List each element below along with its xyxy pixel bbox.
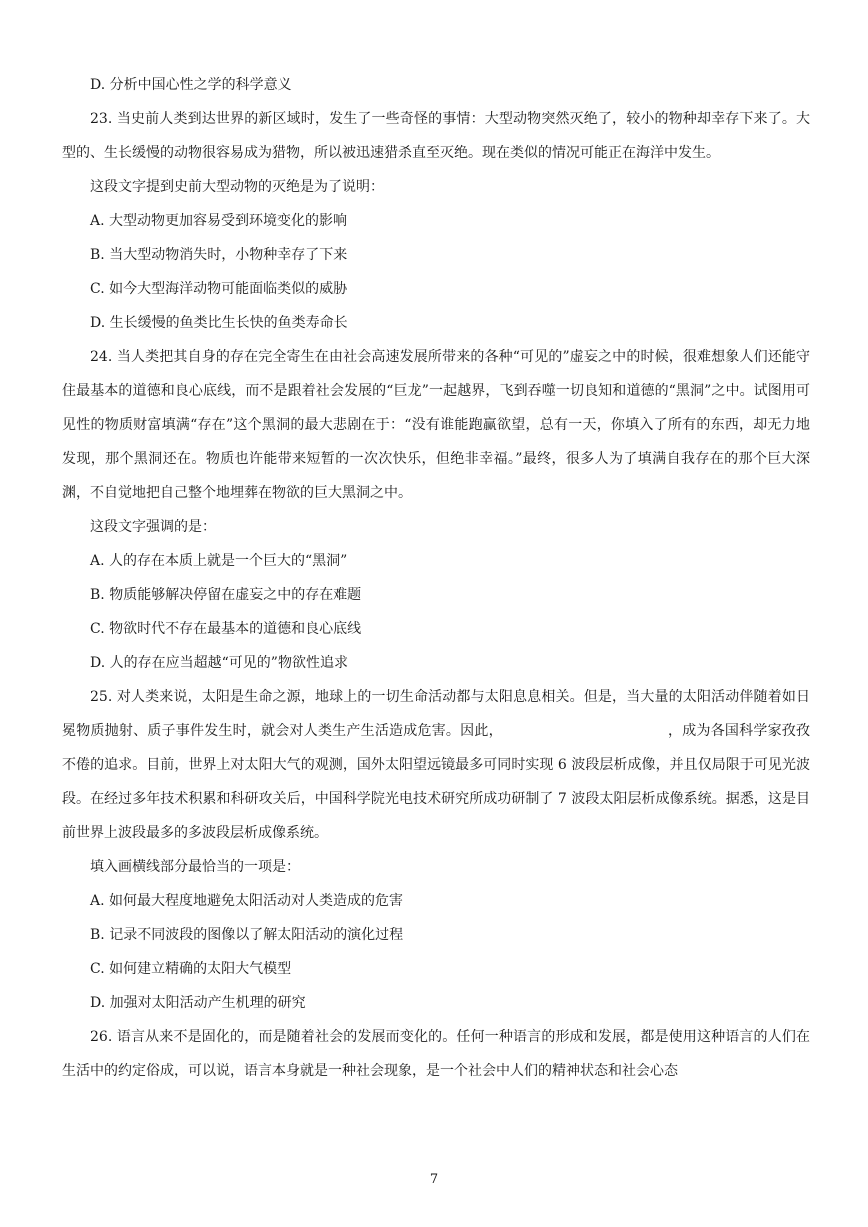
q24-option-b: B. 物质能够解决停留在虚妄之中的存在难题 (90, 587, 362, 603)
q24-question: 这段文字强调的是： (90, 519, 216, 535)
q23-option-a: A. 大型动物更加容易受到环境变化的影响 (90, 213, 348, 229)
q25-question: 填入画横线部分最恰当的一项是： (90, 859, 300, 875)
q24-option-d: D. 人的存在应当超越“可见的”物欲性追求 (90, 655, 348, 671)
q25-stem-before-blank: 25. 对人类来说，太阳是生命之源，地球上的一切生命活动都与太阳息息相关。但是，当大量的太阳活动伴随着如日冕物质抛射、质子事件发生时，就会对人类生产生活造成危害。因此， (62, 689, 810, 739)
q26-stem: 26. 语言从来不是固化的，而是随着社会的发展而变化的。任何一种语言的形成和发展，都是使用这种语言的人们在生活中的约定俗成，可以说，语言本身就是一种社会现象，是一个社会中人们的精神状态和社会心态 (62, 1029, 810, 1079)
page-number: 7 (429, 1172, 439, 1187)
q23-option-b: B. 当大型动物消失时，小物种幸存了下来 (90, 247, 348, 263)
exam-page-content (62, 68, 810, 1088)
q24-option-c: C. 物欲时代不存在最基本的道德和良心底线 (90, 621, 362, 637)
q22-option-d: D. 分析中国心性之学的科学意义 (90, 77, 292, 93)
q25-option-b: B. 记录不同波段的图像以了解太阳活动的演化过程 (90, 927, 404, 943)
q23-question: 这段文字提到史前大型动物的灭绝是为了说明： (90, 179, 384, 195)
q25-stem-after-blank: ，成为各国科学家孜孜不倦的追求。目前，世界上对太阳大气的观测，国外太阳望远镜最多可同时实现 6 波段层析成像，并且仅局限于可见光波段。在经过多年技术积累和科研攻关后，中国科学院光电技术研究所成功研制了 7 波段太阳层析成像系统。据悉，这是目前世界上波段最多的多波段层析成像系统。 (62, 723, 811, 841)
q24-stem: 24. 当人类把其自身的存在完全寄生在由社会高速发展所带来的各种“可见的”虚妄之中的时候，很难想象人们还能守住最基本的道德和良心底线，而不是跟着社会发展的“巨龙”一起越界，飞到吞噬一切良知和道德的“黑洞”之中。试图用可见性的物质财富填满“存在”这个黑洞的最大悲剧在于：“没有谁能跑赢欲望，总有一天，你填入了所有的东西，却无力地发现，那个黑洞还在。物质也许能带来短暂的一次次快乐，但绝非幸福。”最终，很多人为了填满自我存在的那个巨大深渊，不自觉地把自己整个地埋葬在物欲的巨大黑洞之中。 (62, 349, 810, 501)
q25-option-a: A. 如何最大程度地避免太阳活动对人类造成的危害 (90, 893, 404, 909)
q25-stem (62, 680, 810, 850)
q25-option-d: D. 加强对太阳活动产生机理的研究 (90, 995, 306, 1011)
q24-option-a: A. 人的存在本质上就是一个巨大的“黑洞” (90, 553, 348, 569)
q25-option-c: C. 如何建立精确的太阳大气模型 (90, 961, 292, 977)
q23-stem: 23. 当史前人类到达世界的新区域时，发生了一些奇怪的事情：大型动物突然灭绝了，较小的物种却幸存下来了。大型的、生长缓慢的动物很容易成为猎物，所以被迅速猎杀直至灭绝。现在类似的情况可能正在海洋中发生。 (62, 111, 810, 161)
q23-option-d: D. 生长缓慢的鱼类比生长快的鱼类寿命长 (90, 315, 348, 331)
q23-option-c: C. 如今大型海洋动物可能面临类似的威胁 (90, 281, 348, 297)
